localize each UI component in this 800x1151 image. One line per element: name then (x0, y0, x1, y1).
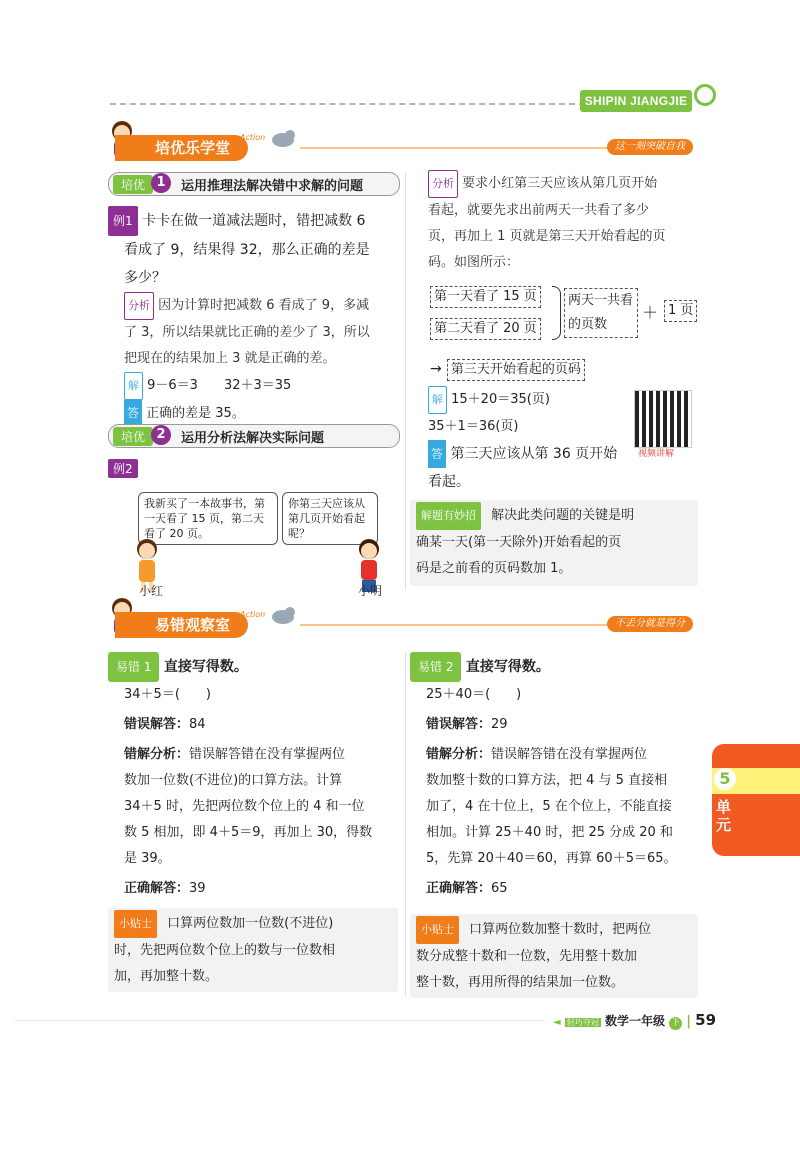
analysis-line: 把现在的结果加上 3 就是正确的差。 (124, 351, 336, 366)
tip-line: 确某一天(第一天除外)开始看起的页 (416, 535, 622, 550)
qr-code-icon[interactable] (634, 390, 692, 448)
brace (552, 286, 561, 340)
answer-line: 看起。 (428, 474, 470, 490)
error2-analysis: 错解分析：错误解答错在没有掌握两位 数加整十数的口算方法，把 4 与 5 直接相 加了，4 在十位上，5 在个位上，不能直接 相加。计算 25＋40 时，把 25 分成 20 和 5，先算 20＋40＝60，再算 60＋5＝65。 (426, 747, 677, 866)
section1-title: 培优乐学堂 (115, 135, 248, 161)
section2-motto: 不丢分就是得分 (607, 616, 693, 632)
diagram-plus: ＋ (642, 303, 659, 322)
answer-text: 正确的差是 35。 (146, 406, 245, 421)
error1 (108, 652, 398, 902)
unit-label: 单元 (716, 798, 732, 834)
solution-line: 15＋20＝35(页) (451, 392, 550, 407)
tip-box-right: 小贴士 口算两位数加整十数时，把两位 数分成整十数和一位数，先用整十数加 整十数，再用所得的结果加一位数。 (410, 914, 698, 998)
footer-volume: 下 (671, 1018, 681, 1028)
brand-banner: SHIPIN JIANGJIE (580, 90, 692, 112)
analysis-line: 页，再加上 1 页就是第三天开始看起的页 (428, 229, 666, 244)
question-line: 看成了 9，结果得 32，那么正确的差是 (124, 242, 370, 258)
topic2-tag: 培优 (113, 427, 153, 446)
page-diagram (430, 284, 700, 344)
footer-subject: 数学一年级 (604, 1014, 665, 1028)
correct-value: 39 (189, 881, 206, 896)
example2-analysis (428, 170, 698, 276)
example1-analysis (108, 292, 398, 372)
analysis-tag: 分析 (428, 170, 458, 198)
example1 (108, 206, 398, 427)
error1-problem: 34＋5＝( ) (124, 687, 211, 702)
example2-solution (428, 386, 628, 440)
cat-icon (268, 604, 298, 626)
diagram-day2: 第二天看了 20 页 (430, 318, 541, 340)
solution-line: 35＋1＝36(页) (428, 419, 519, 434)
answer-tag: 答 (428, 440, 446, 468)
topic1-tag: 培优 (113, 175, 153, 194)
analysis-tag: 分析 (124, 292, 154, 320)
question-line: 卡卡在做一道减法题时，错把减数 6 (142, 213, 366, 229)
wrong-value: 29 (491, 717, 508, 732)
speech-bubble-right: 你第三天应该从第几页开始看起呢？ (282, 492, 378, 545)
cat-icon (268, 127, 298, 149)
analysis-line: 看起，就要先求出前两天一共看了多少 (428, 203, 650, 218)
section2-title: 易错观察室 (115, 612, 248, 638)
topic1-title: 运用推理法解决错中求解的问题 (181, 179, 364, 194)
solution-tag: 解 (124, 372, 143, 400)
swirl-icon (694, 84, 716, 106)
footer-arrow-icon: ◄ (553, 1017, 561, 1028)
tip-line: 码是之前看的页码数加 1。 (416, 561, 572, 576)
error2-problem: 25＋40＝( ) (426, 687, 522, 702)
footer-rule (15, 1020, 545, 1021)
section2-header (115, 612, 693, 638)
example2-label: 例2 (108, 458, 138, 478)
tip-tag: 小贴士 (114, 910, 157, 938)
footer: ◄ 轻巧夺冠 数学一年级 下 | 59 (553, 1011, 717, 1029)
error1-tag: 易错 1 (108, 652, 159, 682)
footer-badge: 轻巧夺冠 (566, 1018, 599, 1027)
example2-answer (428, 440, 638, 496)
page-number: 59 (695, 1011, 717, 1029)
answer-line: 第三天应该从第 36 页开始 (450, 446, 618, 462)
diagram-day1: 第一天看了 15 页 (430, 286, 541, 308)
diagram-result: 第三天开始看起的页码 (447, 359, 585, 381)
analysis-line: 了 3，所以结果就比正确的差少了 3，所以 (124, 325, 370, 340)
example1-solution (108, 372, 398, 400)
correct-label: 正确解答： (124, 881, 190, 896)
answer-tag: 答 (124, 400, 142, 426)
wrong-label: 错误解答： (124, 717, 190, 732)
kid-name-left: 小红 (139, 584, 164, 598)
error2-tag: 易错 2 (410, 652, 461, 682)
solution-text: 9－6＝3 32＋3＝35 (147, 378, 292, 393)
tip-tag: 解题有妙招 (416, 502, 481, 530)
topic2-title: 运用分析法解决实际问题 (181, 431, 325, 446)
analysis-label: 错解分析： (426, 747, 492, 762)
qr-caption: 视频讲解 (638, 449, 675, 459)
diagram-one-page: 1 页 (664, 300, 697, 322)
section1-header (115, 135, 693, 161)
example1-question (108, 206, 398, 292)
error2 (410, 652, 700, 902)
speech-bubble-left: 我新买了一本故事书，第一天看了 15 页，第二天看了 20 页。 (138, 492, 278, 545)
section1-motto: 这一刻突破自我 (607, 139, 693, 155)
topic2-number: 2 (151, 425, 171, 445)
topic1-bar (108, 172, 400, 196)
header-rule (110, 103, 585, 105)
tip-tag: 小贴士 (416, 916, 459, 944)
analysis-line: 要求小红第三天应该从第几页开始 (462, 176, 658, 191)
question-line: 多少？ (124, 270, 166, 286)
tip-box-left: 小贴士 口算两位数加一位数(不进位) 时，先把两位数个位上的数与一位数相 加，再加整十数。 (108, 908, 398, 992)
tip-line: 解决此类问题的关键是明 (491, 508, 635, 523)
kid-name-right: 小明 (358, 584, 383, 598)
solution-tag: 解 (428, 386, 447, 414)
error2-title: 直接写得数。 (465, 659, 550, 675)
wrong-label: 错误解答： (426, 717, 492, 732)
diagram-total: 两天一共看的页数 (564, 288, 638, 338)
method-tip-box (410, 500, 698, 586)
wrong-value: 84 (189, 717, 206, 732)
analysis-line: 码。如图所示： (428, 255, 520, 270)
analysis-line: 因为计算时把减数 6 看成了 9，多减 (158, 298, 370, 313)
column-divider (405, 652, 406, 997)
unit-number: 5 (714, 768, 736, 790)
topic2-bar (108, 424, 400, 448)
topic1-number: 1 (151, 173, 171, 193)
correct-label: 正确解答： (426, 881, 492, 896)
action-label: Action (240, 133, 266, 142)
diagram-result-row (430, 358, 585, 381)
action-label: Action (240, 610, 266, 619)
example1-answer (108, 400, 398, 427)
arrow-icon: → (430, 361, 442, 377)
correct-value: 65 (491, 881, 508, 896)
error1-analysis: 错解分析：错误解答错在没有掌握两位 数加一位数(不进位)的口算方法。计算 34＋5 时，先把两位数个位上的 4 和一位 数 5 相加，即 4＋5＝9，再加上 30，得数 是 39。 (124, 747, 373, 866)
error1-title: 直接写得数。 (163, 659, 248, 675)
analysis-label: 错解分析： (124, 747, 190, 762)
example1-label: 例1 (108, 206, 138, 236)
unit-side-tab[interactable] (712, 744, 800, 856)
column-divider (405, 172, 406, 590)
